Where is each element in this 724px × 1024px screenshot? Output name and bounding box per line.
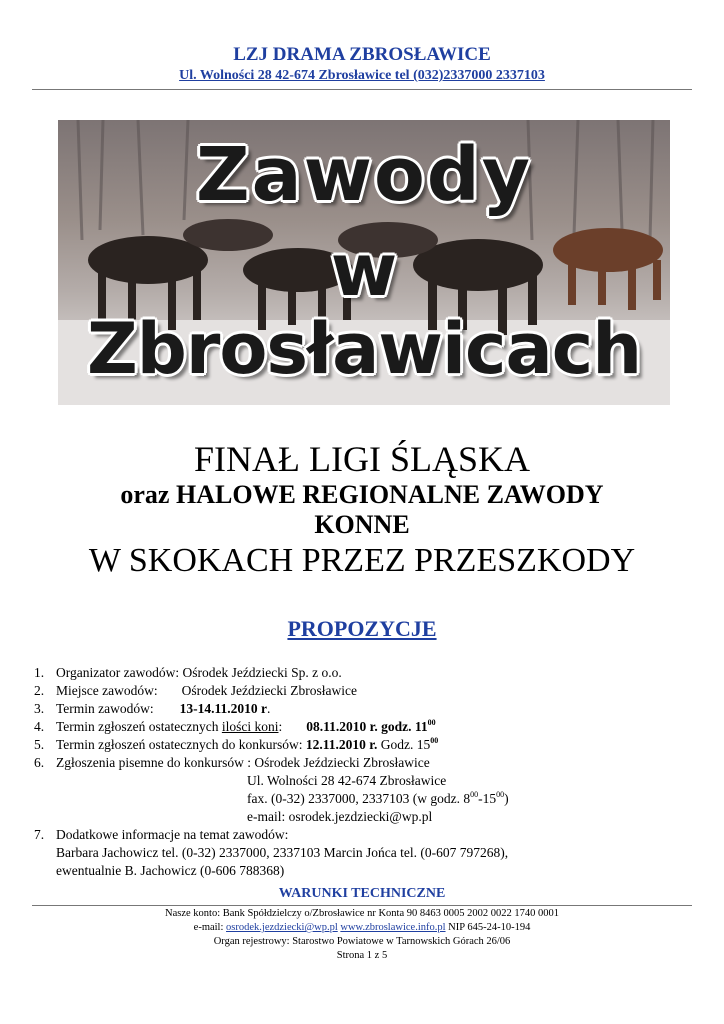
list-item xyxy=(34,682,694,700)
banner-line-2: w xyxy=(330,228,398,312)
list-item xyxy=(34,826,694,844)
list-item-continuation xyxy=(34,790,694,808)
list-item-continuation xyxy=(34,808,694,826)
title-main: FINAŁ LIGI ŚLĄSKA xyxy=(194,439,530,479)
list-item xyxy=(34,664,694,682)
item-email: e-mail: osrodek.jezdziecki@wp.pl xyxy=(247,809,433,824)
propositions-list xyxy=(34,664,694,880)
footer-register: Organ rejestrowy: Starostwo Powiatowe w Tarnowskich Górach 26/06 xyxy=(213,936,511,947)
footer-contact: e-mail: osrodek.jezdziecki@wp.pl www.zbroslawice.info.pl NIP 645-24-10-194 xyxy=(193,922,531,933)
list-item xyxy=(34,754,694,772)
footer-bank: Nasze konto: Bank Spółdzielczy o/Zbrosławice nr Konta 90 8463 0005 2002 0022 1740 0001 xyxy=(165,908,559,919)
section-title-propozycje: PROPOZYCJE xyxy=(287,616,437,641)
header-divider xyxy=(32,89,692,90)
list-item-continuation xyxy=(34,772,694,790)
item-text: Dodatkowe informacje na temat zawodów: xyxy=(56,827,289,842)
item-address: Ul. Wolności 28 42-674 Zbrosławice xyxy=(247,773,447,788)
item-number: 3. xyxy=(34,701,45,716)
item-text: Termin zgłoszeń ostatecznych do konkursów: 12.11.2010 r. Godz. $15^{00}$ xyxy=(56,736,439,752)
item-text: Organizator zawodów: Ośrodek Jeździecki Sp. z o.o. xyxy=(56,665,342,680)
footer-email-link[interactable]: osrodek.jezdziecki@wp.pl xyxy=(226,922,338,933)
banner-line-1: Zawody xyxy=(195,132,532,218)
title-line-2: oraz HALOWE REGIONALNE ZAWODY xyxy=(120,480,604,509)
list-item xyxy=(34,736,694,754)
item-number: 7. xyxy=(34,827,45,842)
item-number: 2. xyxy=(34,683,45,698)
item-number: 4. xyxy=(34,719,45,734)
item-contacts: Barbara Jachowicz tel. (0-32) 2337000, 2337103 Marcin Jońca tel. (0-607 797268), xyxy=(56,845,509,860)
title-line-3: KONNE xyxy=(314,510,410,539)
section-title-technical: WARUNKI TECHNICZNE xyxy=(278,886,446,901)
item-number: 5. xyxy=(34,737,45,752)
item-number: 6. xyxy=(34,755,45,770)
footer-page-number: Strona 1 z 5 xyxy=(336,950,388,961)
footer-website-link[interactable]: www.zbroslawice.info.pl xyxy=(340,922,446,933)
footer-divider xyxy=(32,905,692,906)
item-fax: fax. (0-32) 2337000, 2337103 (w godz. $8^{00}-15^{00}$) xyxy=(247,790,509,806)
item-contacts-alt: ewentualnie B. Jachowicz (0-606 788368) xyxy=(56,863,285,878)
list-item-continuation xyxy=(34,844,694,862)
title-line-4: W SKOKACH PRZEZ PRZESZKODY xyxy=(88,542,636,579)
item-text: Zgłoszenia pisemne do konkursów : Ośrodek Jeździecki Zbrosławice xyxy=(56,755,430,770)
list-item xyxy=(34,718,694,736)
banner-image xyxy=(58,120,670,405)
club-address: Ul. Wolności 28 42-674 Zbrosławice tel (032)2337000 2337103 xyxy=(179,68,545,83)
list-item xyxy=(34,700,694,718)
club-name: LZJ DRAMA ZBROSŁAWICE xyxy=(233,44,491,65)
item-text: Termin zawodów: 13-14.11.2010 r. xyxy=(56,701,271,716)
list-item-continuation xyxy=(34,862,694,880)
item-text: Termin zgłoszeń ostatecznych ilości koni: 08.11.2010 r. godz. $11^{00}$ xyxy=(56,718,436,734)
item-text: Miejsce zawodów: Ośrodek Jeździecki Zbrosławice xyxy=(56,683,358,698)
banner-line-3: Zbrosławicach xyxy=(86,308,642,390)
item-number: 1. xyxy=(34,665,45,680)
